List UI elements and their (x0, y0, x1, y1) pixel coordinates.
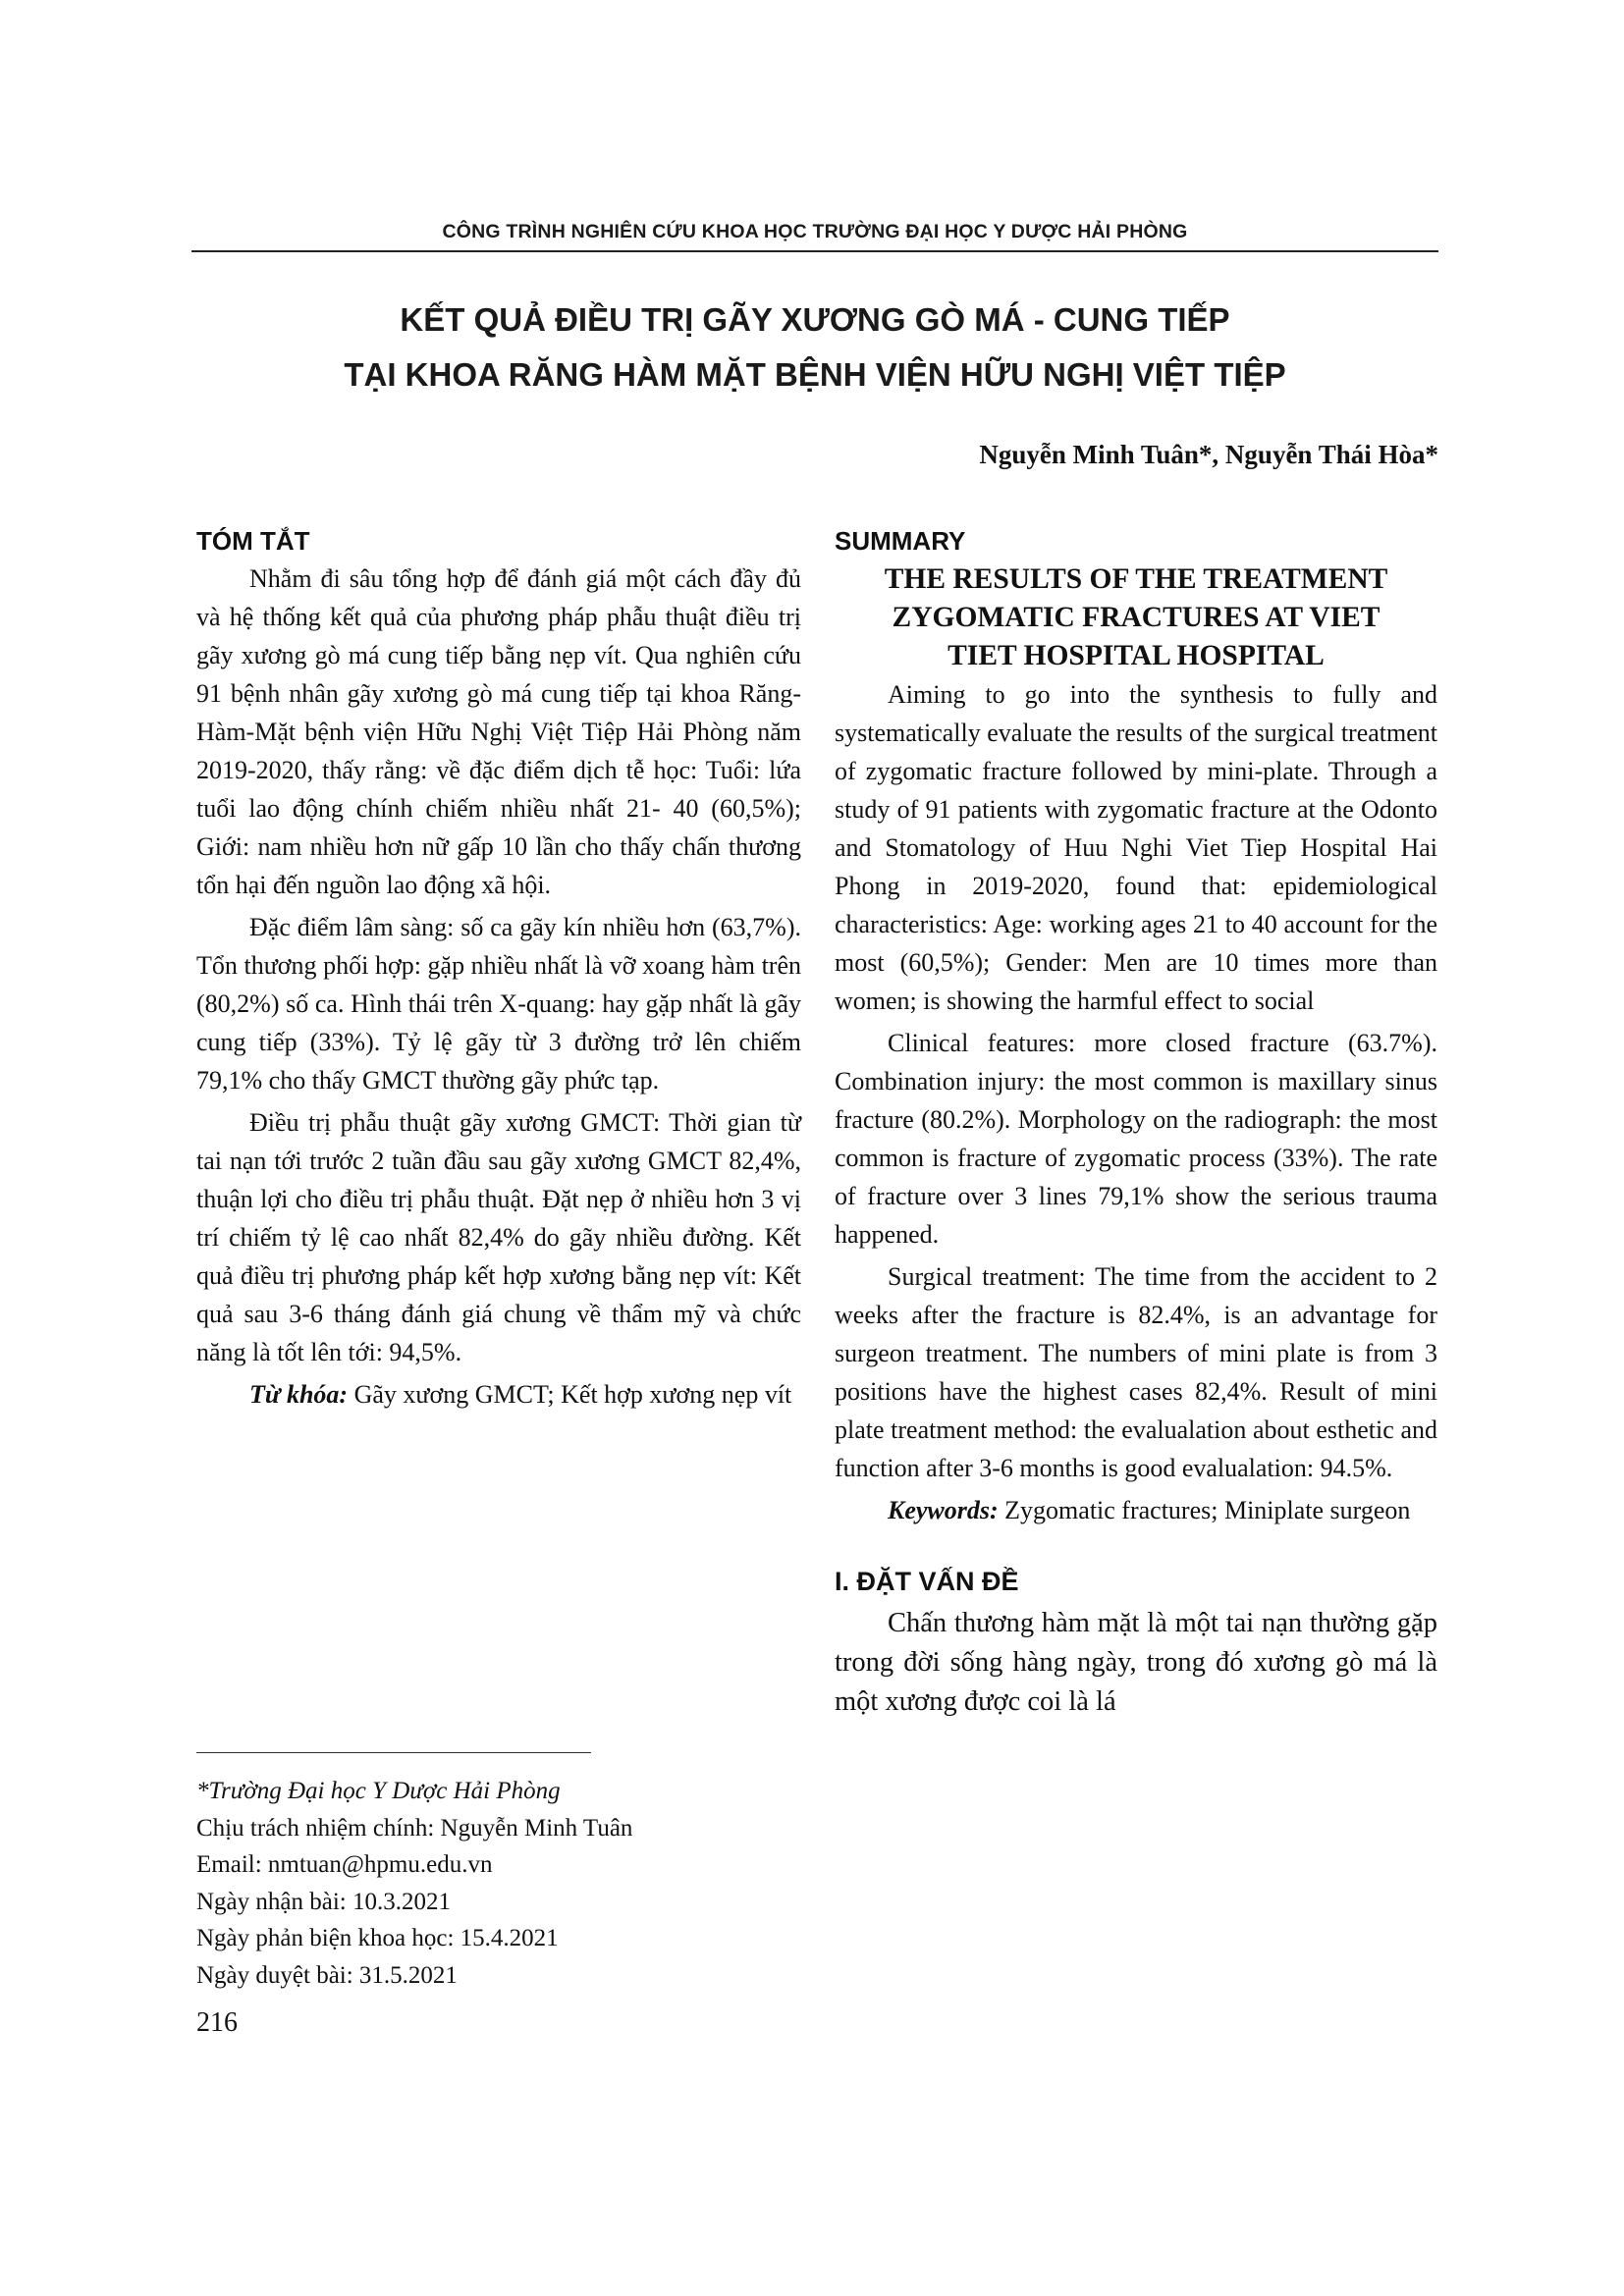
summary-paragraph: Clinical features: more closed fracture (63.7%). Combination injury: the most common is maxillary sinus fracture (80.2%). Morphology on the radiograph: the most common is fracture of zygomatic process (33%). The rate of fracture over 3 lines 79,1% show the serious trauma happened. (835, 1029, 1437, 1249)
page-number: 216 (196, 2007, 238, 2038)
summary-paragraph: Surgical treatment: The time from the accident to 2 weeks after the fracture is 82.4%, is an advantage for surgeon treatment. The numbers of mini plate is from 3 positions have the highest cases 82,4%. Result of mini plate treatment method: the evalualation about esthetic and function after 3-6 months is good evalualation: 94.5%. (835, 1262, 1437, 1482)
abstract-vi-paragraph: Nhằm đi sâu tổng hợp để đánh giá một cách đầy đủ và hệ thống kết quả của phương pháp phẫu thuật điều trị gãy xương gò má cung tiếp bằng nẹp vít. Qua nghiên cứu 91 bệnh nhân gãy xương gò má cung tiếp tại khoa Răng-Hàm-Mặt bệnh viện Hữu Nghị Việt Tiệp Hải Phòng năm 2019-2020, thấy rằng: về đặc điểm dịch tễ học: Tuổi: lứa tuổi lao động chính chiếm nhiều nhất 21- 40 (60,5%); Giới: nam nhiều hơn nữ gấp 10 lần cho thấy chấn thương tổn hại đến nguồn lao động xã hội. (196, 564, 801, 899)
summary-subtitle (835, 561, 1437, 675)
footnotes (196, 1773, 805, 1994)
summary-paragraph: Aiming to go into the synthesis to fully and systematically evaluate the results of the surgical treatment of zygomatic fracture followed by mini-plate. Through a study of 91 patients with zygomatic fracture at the Odonto and Stomatology of Huu Nghi Viet Tiep Hospital Hai Phong in 2019-2020, found that: epidemiological characteristics: Age: working ages 21 to 40 account for the most (60,5%); Gender: Men are 10 times more than women; is showing the harmful effect to social (835, 680, 1437, 1015)
running-header: CÔNG TRÌNH NGHIÊN CỨU KHOA HỌC TRƯỜNG ĐẠI HỌC Y DƯỢC HẢI PHÒNG (442, 221, 1188, 242)
summary-keywords (835, 1491, 1437, 1529)
footnote-review-date: Ngày phản biện khoa học: 15.4.2021 (196, 1925, 559, 1951)
summary-en-column (835, 522, 1437, 1722)
footnote-received-date: Ngày nhận bài: 10.3.2021 (196, 1888, 451, 1915)
summary-heading: SUMMARY (835, 526, 966, 556)
keywords-vi-text: Gãy xương GMCT; Kết hợp xương nẹp vít (348, 1380, 792, 1409)
abstract-vi-keywords (196, 1375, 801, 1414)
summary-subtitle-line: TIET HOSPITAL HOSPITAL (947, 640, 1325, 671)
abstract-vi-paragraph: Điều trị phẫu thuật gãy xương GMCT: Thời gian từ tai nạn tới trước 2 tuần đầu sau gãy xương GMCT 82,4%, thuận lợi cho điều trị phẫu thuật. Đặt nẹp ở nhiều hơn 3 vị trí chiếm tỷ lệ cao nhất 82,4% do gãy nhiều đường. Kết quả điều trị phương pháp kết hợp xương bằng nẹp vít: Kết quả sau 3-6 tháng đánh giá chung về thẩm mỹ và chức năng là tốt lên tới: 94,5%. (196, 1108, 801, 1366)
footnote-corresponding-author: Chịu trách nhiệm chính: Nguyễn Minh Tuân (196, 1814, 633, 1842)
footnote-accepted-date: Ngày duyệt bài: 31.5.2021 (196, 1961, 458, 1989)
footnote-affiliation: *Trường Đại học Y Dược Hải Phòng (196, 1778, 561, 1804)
introduction-paragraph: Chấn thương hàm mặt là một tai nạn thường gặp trong đời sống hàng ngày, trong đó xương gò má là một xương được coi là lá (835, 1608, 1437, 1717)
abstract-vi-column (196, 522, 801, 1414)
footnote-email: Email: nmtuan@hpmu.edu.vn (196, 1851, 493, 1878)
author-list: Nguyễn Minh Tuân*, Nguyễn Thái Hòa* (979, 440, 1438, 469)
paper-title (191, 293, 1438, 402)
abstract-vi-heading: TÓM TẮT (196, 526, 310, 556)
keywords-en-text: Zygomatic fractures; Miniplate surgeon (998, 1496, 1411, 1524)
keywords-vi-label: Từ khóa: (249, 1380, 349, 1409)
title-line-2: TẠI KHOA RĂNG HÀM MẶT BỆNH VIỆN HỮU NGHỊ VIỆT TIỆP (344, 356, 1286, 393)
summary-subtitle-line: THE RESULTS OF THE TREATMENT (884, 563, 1388, 595)
abstract-vi-paragraph: Đặc điểm lâm sàng: số ca gãy kín nhiều hơn (63,7%). Tổn thương phối hợp: gặp nhiều nhất là vỡ xoang hàm trên (80,2%) số ca. Hình thái trên X-quang: hay gặp nhất là gãy cung tiếp (33%). Tỷ lệ gãy từ 3 đường trở lên chiếm 79,1% cho thấy GMCT thường gãy phức tạp. (196, 913, 801, 1095)
introduction-heading: I. ĐẶT VẤN ĐỀ (835, 1567, 1019, 1596)
keywords-en-label: Keywords: (888, 1496, 999, 1524)
header-rule (191, 250, 1438, 252)
footnote-rule (196, 1752, 591, 1753)
title-line-1: KẾT QUẢ ĐIỀU TRỊ GÃY XƯƠNG GÒ MÁ - CUNG TIẾP (400, 301, 1230, 338)
summary-subtitle-line: ZYGOMATIC FRACTURES AT VIET (892, 602, 1380, 633)
